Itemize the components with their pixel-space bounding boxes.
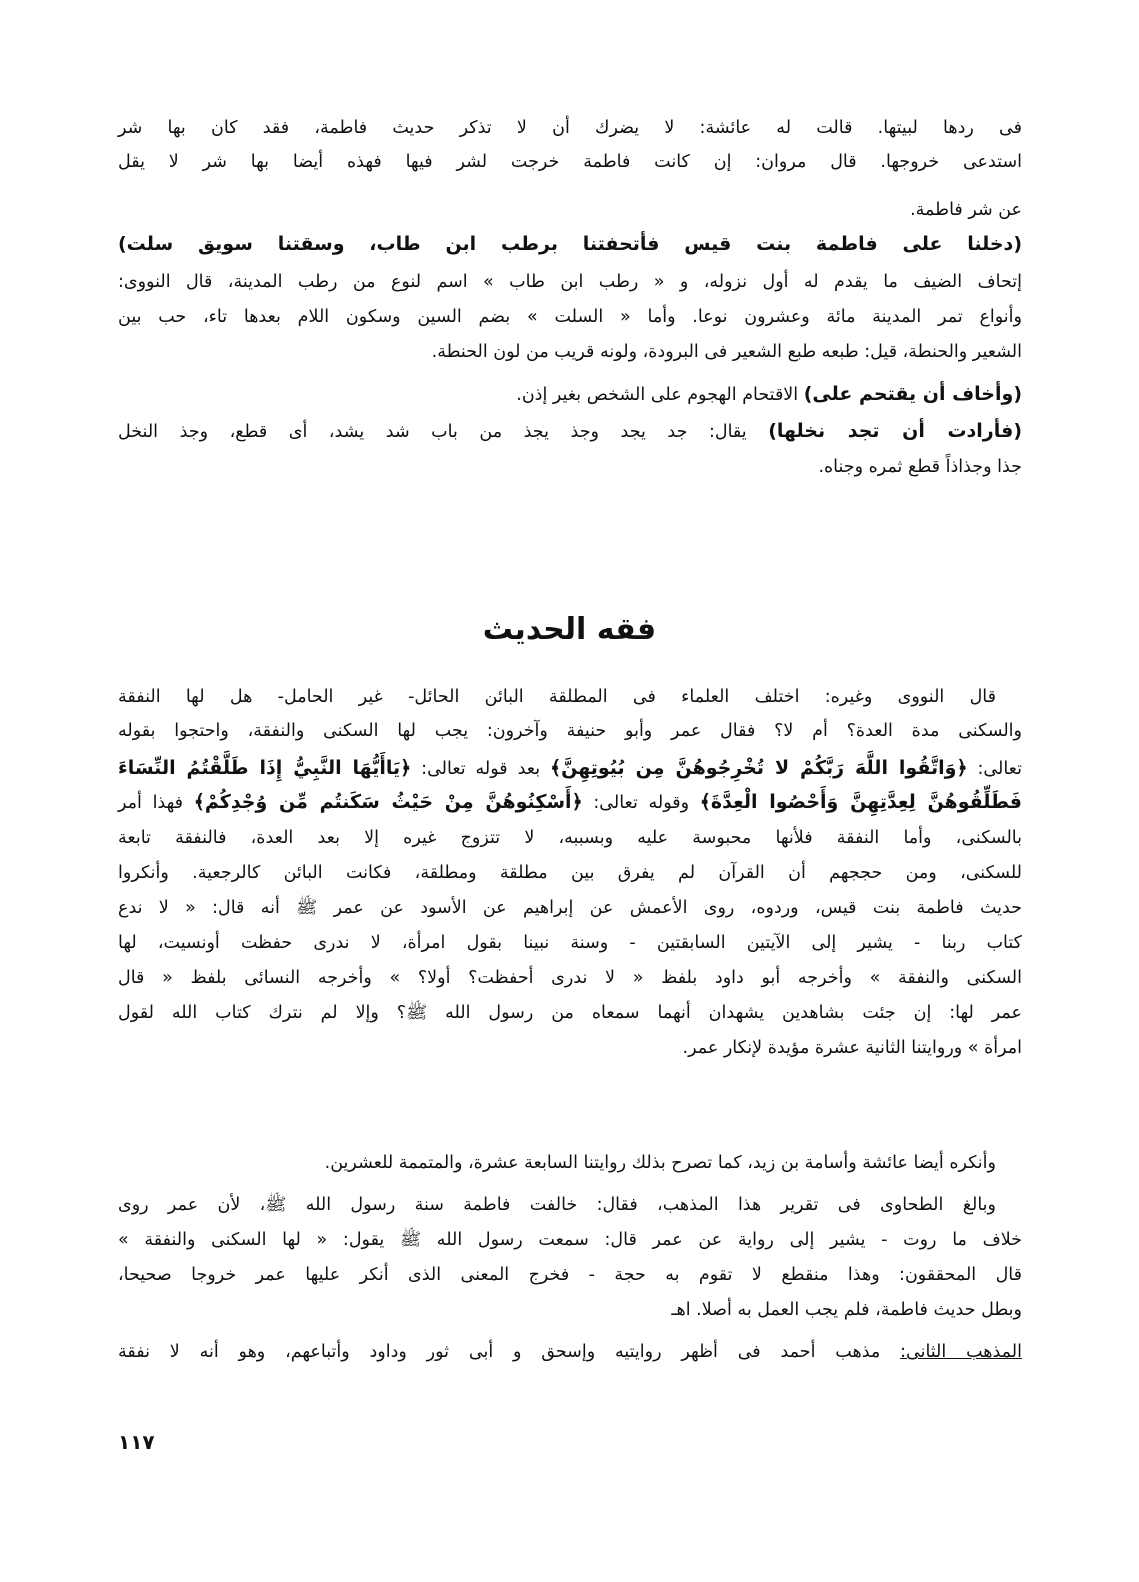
text-line <box>118 824 1022 852</box>
text-line <box>118 683 1022 711</box>
text-line <box>118 1149 1022 1177</box>
text-line <box>118 1338 1022 1366</box>
text-segment: فهذا أمر <box>118 793 194 813</box>
text-segment: كتاب ربنا - يشير إلى الآيتين السابقتين - وسنة نبينا بقول امرأة، لا ندرى حفظت أونسيت، لها <box>118 933 1022 953</box>
text-segment: بالسكنى، وأما النفقة فلأنها محبوسة عليه وبسببه، لا تتزوج غيره إلا بعد العدة، فالنفقة تابعة <box>118 828 1022 848</box>
text-segment: تعالى: <box>967 759 1022 779</box>
text-line <box>118 1296 1022 1324</box>
text-line <box>118 754 1022 783</box>
text-segment: وأنكره أيضا عائشة وأسامة بن زيد، كما تصرح بذلك روايتنا السابعة عشرة، والمتممة للعشرين. <box>324 1153 996 1173</box>
text-segment: والسكنى مدة العدة؟ أم لا؟ فقال عمر وأبو حنيفة وآخرون: يجب لها السكنى والنفقة، واحتجوا بقوله <box>118 721 1022 741</box>
text-line <box>118 859 1022 887</box>
text-segment: السكنى والنفقة » وأخرجه أبو داود بلفظ « لا ندرى أحفظت؟ أولا؟ » وأخرجه النسائى بلفظ « قال <box>118 968 1022 988</box>
text-line <box>118 717 1022 745</box>
text-segment: للسكنى، ومن حججهم أن القرآن لم يفرق بين مطلقة ومطلقة، فكانت البائن كالرجعية. وأنكروا <box>118 863 1022 883</box>
text-segment: حديث فاطمة بنت قيس، وردوه، روى الأعمش عن إبراهيم عن الأسود عن عمر ﷺ أنه قال: « لا ندع <box>118 898 1022 918</box>
text-line <box>118 1191 1022 1219</box>
text-segment: خلاف ما روت - يشير إلى رواية عن عمر قال: سمعت رسول الله ﷺ يقول: « لها السكنى والنفقة » <box>118 1230 1022 1250</box>
text-line <box>118 1261 1022 1289</box>
text-segment: وأنواع تمر المدينة مائة وعشرون نوعا. وأما « السلت » بضم السين وسكون اللام بعدها تاء، حب بين <box>118 307 1022 327</box>
bold-phrase: فَطَلِّقُوهُنَّ لِعِدَّتِهِنَّ وَأَحْصُوا الْعِدَّةَ﴾ <box>699 791 1023 813</box>
text-line <box>118 1034 1022 1062</box>
text-line <box>118 114 1022 142</box>
text-segment: قال النووى وغيره: اختلف العلماء فى المطلقة البائن الحائل- غير الحامل- هل لها النفقة <box>118 687 996 707</box>
bold-phrase: ﴿أَسْكِنُوهُنَّ مِنْ حَيْثُ سَكَنتُم مِّن وُجْدِكُمْ﴾ <box>193 791 583 813</box>
text-segment: عن شر فاطمة. <box>910 200 1022 220</box>
text-segment: بعد قوله تعالى: <box>411 759 550 779</box>
text-segment: وبالغ الطحاوى فى تقرير هذا المذهب، فقال: خالفت فاطمة سنة رسول الله ﷺ، لأن عمر روى <box>118 1195 996 1215</box>
text-segment: الشعير والحنطة، قيل: طبعه طبع الشعير فى البرودة، ولونه قريب من لون الحنطة. <box>431 342 1022 362</box>
bold-phrase: ﴿وَاتَّقُوا اللَّهَ رَبَّكُمْ لا تُخْرِجُوهُنَّ مِن بُيُوتِهِنَّ﴾ <box>549 757 968 779</box>
page-number: ١١٧ <box>118 1430 155 1454</box>
bold-phrase: (فأرادت أن تجد نخلها) <box>768 420 1023 442</box>
text-segment: إتحاف الضيف ما يقدم له أول نزوله، و « رطب ابن طاب » اسم لنوع من رطب المدينة، قال النووى: <box>118 272 1022 292</box>
text-line <box>118 417 1022 446</box>
bold-phrase: ﴿يَاأَيُّهَا النَّبِيُّ إِذَا طَلَّقْتُمُ النِّسَاءَ <box>118 757 412 779</box>
text-segment: عمر لها: إن جئت بشاهدين يشهدان أنهما سمعاه من رسول الله ﷺ؟ وإلا لم نترك كتاب الله لقول <box>118 1003 1022 1023</box>
text-segment: فى ردها لبيتها. قالت له عائشة: لا يضرك أن لا تذكر حديث فاطمة، فقد كان بها شر <box>118 118 1022 138</box>
text-segment: وقوله تعالى: <box>582 793 700 813</box>
text-line <box>118 894 1022 922</box>
text-line <box>118 380 1022 409</box>
text-segment: جذا وجذاذاً قطع ثمره وجناه. <box>818 457 1022 477</box>
bold-phrase: (دخلنا على فاطمة بنت قيس فأتحفتنا برطب ابن طاب، وسقتنا سويق سلت) <box>118 233 1022 255</box>
text-line <box>118 929 1022 957</box>
text-segment: استدعى خروجها. قال مروان: إن كانت فاطمة خرجت لشر فيها فهذه أيضا بها شر لا يقل <box>118 152 1022 172</box>
bold-phrase: (وأخاف أن يقتحم على) <box>803 383 1022 405</box>
text-line <box>118 453 1022 481</box>
text-line <box>118 196 1022 224</box>
text-line <box>118 964 1022 992</box>
text-line <box>118 148 1022 176</box>
text-segment: قال المحققون: وهذا منقطع لا تقوم به حجة - فخرج المعنى الذى أنكر عليها عمر خروجا صحيحا، <box>118 1265 1022 1285</box>
text-line <box>118 268 1022 296</box>
text-line <box>118 788 1022 817</box>
text-line <box>118 303 1022 331</box>
text-segment: وبطل حديث فاطمة، فلم يجب العمل به أصلا. اهـ <box>671 1300 1022 1320</box>
text-line <box>118 230 1022 259</box>
text-segment: يقال: جد يجد وجذ يجذ من باب شد يشد، أى قطع، وجذ النخل <box>118 422 769 442</box>
text-line <box>118 1226 1022 1254</box>
section-title: فقه الحديث <box>482 612 657 647</box>
text-line <box>118 999 1022 1027</box>
underlined-heading: المذهب الثانى: <box>900 1342 1022 1362</box>
text-segment: امرأة » وروايتنا الثانية عشرة مؤيدة لإنكار عمر. <box>682 1038 1022 1058</box>
text-line <box>118 338 1022 366</box>
text-segment: الاقتحام الهجوم على الشخص بغير إذن. <box>516 385 804 405</box>
text-segment: مذهب أحمد فى أظهر روايتيه وإسحق و أبى ثور وداود وأتباعهم، وهو أنه لا نفقة <box>118 1342 901 1362</box>
